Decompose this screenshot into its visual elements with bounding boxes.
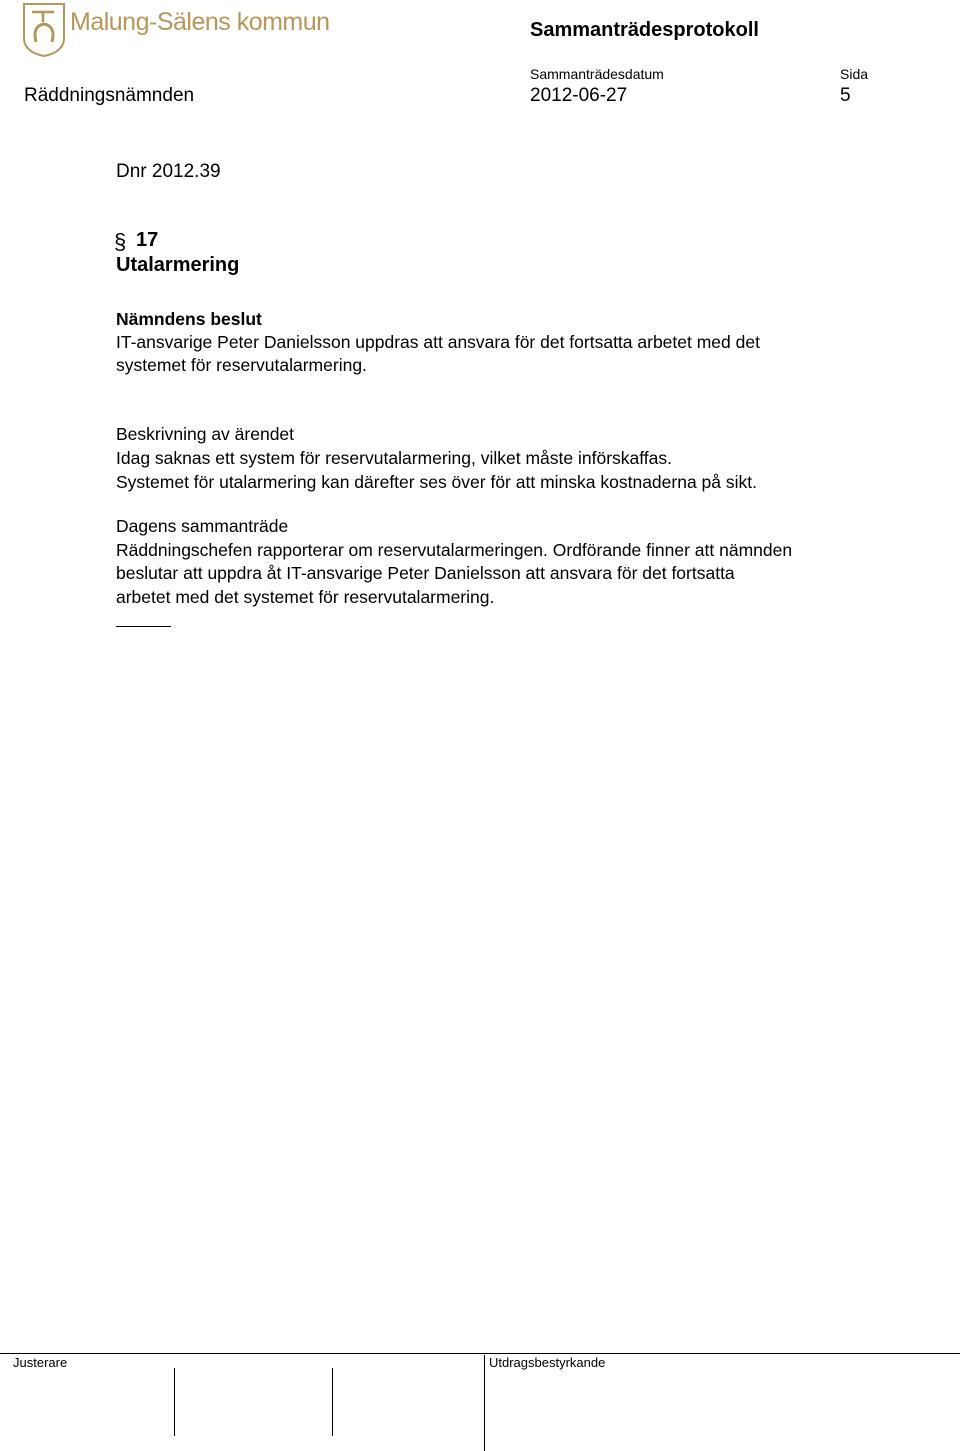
meeting-line: arbetet med det systemet för reservutalarmering. bbox=[116, 587, 495, 607]
section-symbol: § bbox=[114, 229, 127, 254]
description-heading: Beskrivning av ärendet bbox=[116, 424, 295, 444]
signature-box-divider bbox=[174, 1368, 175, 1436]
description-line: Systemet för utalarmering kan därefter ses över för att minska kostnaderna på sikt. bbox=[116, 472, 757, 492]
signature-box-divider bbox=[332, 1368, 333, 1436]
description-line: Idag saknas ett system för reservutalarmering, vilket måste införskaffas. bbox=[116, 448, 673, 468]
meeting-line: Räddningschefen rapporterar om reservutalarmeringen. Ordförande finner att nämnden bbox=[116, 540, 793, 560]
board-name: Räddningsnämnden bbox=[24, 85, 195, 106]
horseshoe-icon bbox=[35, 24, 53, 42]
hammer-icon bbox=[32, 12, 54, 22]
footer-column-divider bbox=[484, 1355, 485, 1451]
extract-certification-label: Utdragsbestyrkande bbox=[489, 1355, 606, 1370]
document-type: Sammanträdesprotokoll bbox=[530, 19, 759, 41]
footer-divider bbox=[0, 1353, 960, 1354]
section-end-divider bbox=[116, 626, 171, 627]
meeting-date: 2012-06-27 bbox=[530, 85, 628, 106]
page-label: Sida bbox=[840, 66, 869, 82]
meeting-line: beslutar att uppdra åt IT-ansvarige Peter Danielsson att ansvara för det fortsatta bbox=[116, 563, 735, 583]
meeting-heading: Dagens sammanträde bbox=[116, 516, 289, 536]
decision-heading: Nämndens beslut bbox=[116, 309, 262, 329]
case-number: Dnr 2012.39 bbox=[116, 161, 221, 182]
decision-line: IT-ansvarige Peter Danielsson uppdras att ansvara för det fortsatta arbetet med det bbox=[116, 332, 760, 352]
adjuster-label: Justerare bbox=[13, 1355, 68, 1370]
decision-line: systemet för reservutalarmering. bbox=[116, 355, 367, 375]
page-number: 5 bbox=[840, 85, 851, 106]
date-label: Sammanträdesdatum bbox=[530, 66, 664, 82]
paragraph-number: 17 bbox=[136, 229, 159, 251]
organization-name: Malung-Sälens kommun bbox=[70, 8, 330, 36]
paragraph-title: Utalarmering bbox=[116, 254, 240, 276]
